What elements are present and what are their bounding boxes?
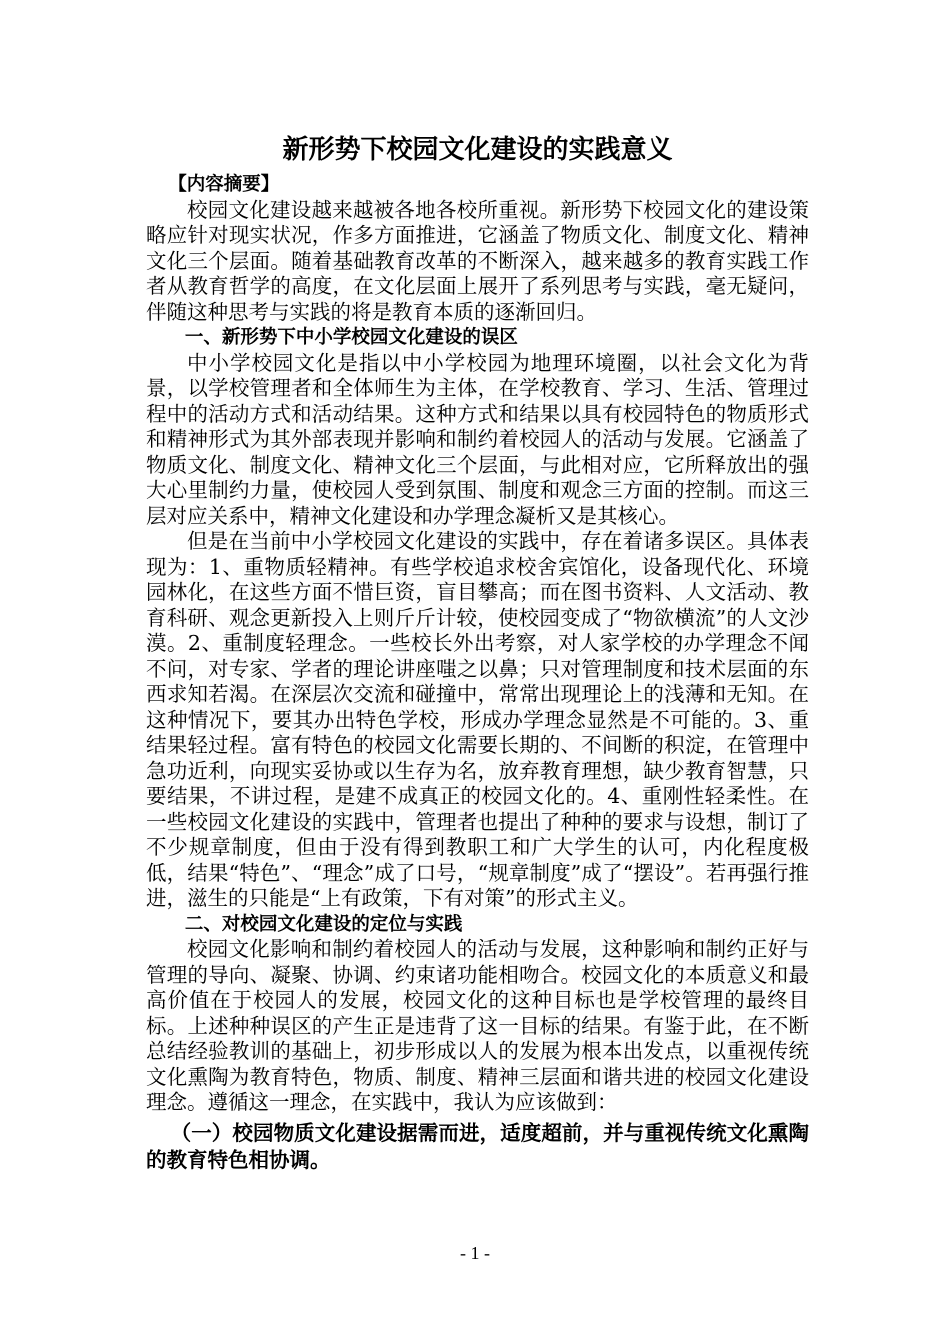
section-1-paragraph-1: 中小学校园文化是指以中小学校园为地理环境圈，以社会文化为背景，以学校管理者和全体师生为主体，在学校教育、学习、生活、管理过程中的活动方式和活动结果。这种方式和结果以具有校园特色的物质形式和精神形式为其外部表现并影响和制约着校园人的活动与发展。它涵盖了物质文化、制度文化、精神文化三个层面，与此相对应，它所释放出的强大心里制约力量，使校园人受到氛围、制度和观念三方面的控制。而这三层对应关系中，精神文化建设和办学理念凝析又是其核心。 [146, 350, 809, 528]
document-title: 新形势下校园文化建设的实践意义 [282, 135, 673, 165]
section-1-paragraph-2: 但是在当前中小学校园文化建设的实践中，存在着诸多误区。具体表现为：1、重物质轻精神。有些学校追求校舍宾馆化，设备现代化、环境园林化，在这些方面不惜巨资，盲目攀高；而在图书资料、人文活动、教育科研、观念更新投入上则斤斤计较，使校园变成了“物欲横流”的人文沙漠。2、重制度轻理念。一些校长外出考察，对人家学校的办学理念不闻不问，对专家、学者的理论讲座嗤之以鼻；只对管理制度和技术层面的东西求知若渴。在深层次交流和碰撞中，常常出现理论上的浅薄和无知。在这种情况下，要其办出特色学校，形成办学理念显然是不可能的。3、重结果轻过程。富有特色的校园文化需要长期的、不间断的积淀，在管理中急功近利，向现实妥协或以生存为名，放弃教育理想，缺少教育智慧，只要结果，不讲过程，是建不成真正的校园文化的。4、重刚性轻柔性。在一些校园文化建设的实践中，管理者也提出了种种的要求与设想，制订了不少规章制度，但由于没有得到教职工和广大学生的认可，内化程度极低，结果“特色”、“理念”成了口号，“规章制度”成了“摆设”。若再强行推进，滋生的只能是“上有政策，下有对策”的形式主义。 [146, 529, 809, 910]
section-2-paragraph-1: 校园文化影响和制约着校园人的活动与发展，这种影响和制约正好与管理的导向、凝聚、协调、约束诸功能相吻合。校园文化的本质意义和最高价值在于校园人的发展，校园文化的这种目标也是学校管理的最终目标。上述种种误区的产生正是违背了这一目标的结果。有鉴于此，在不断总结经验教训的基础上，初步形成以人的发展为根本出发点，以重视传统文化熏陶为教育特色，物质、制度、精神三层面和谐共进的校园文化建设理念。遵循这一理念，在实践中，我认为应该做到： [146, 937, 809, 1114]
section-2-subheading-1: （一）校园物质文化建设据需而进，适度超前，并与重视传统文化熏陶的教育特色相协调。 [146, 1120, 809, 1172]
abstract-paragraph: 校园文化建设越来越被各地各校所重视。新形势下校园文化的建设策略应针对现实状况，作多方面推进，它涵盖了物质文化、制度文化、精神文化三个层面。随着基础教育改革的不断深入，越来越多的教育实践工作者从教育哲学的高度，在文化层面上展开了系列思考与实践，毫无疑问，伴随这种思考与实践的将是教育本质的逐渐回归。 [146, 197, 809, 324]
document-body [146, 130, 809, 1174]
page-number: - 1 - [460, 1243, 490, 1263]
section-2-heading: 二、对校园文化建设的定位与实践 [184, 913, 463, 935]
section-1-heading: 一、新形势下中小学校园文化建设的误区 [184, 327, 518, 348]
abstract-heading: 【内容摘要】 [168, 174, 280, 195]
